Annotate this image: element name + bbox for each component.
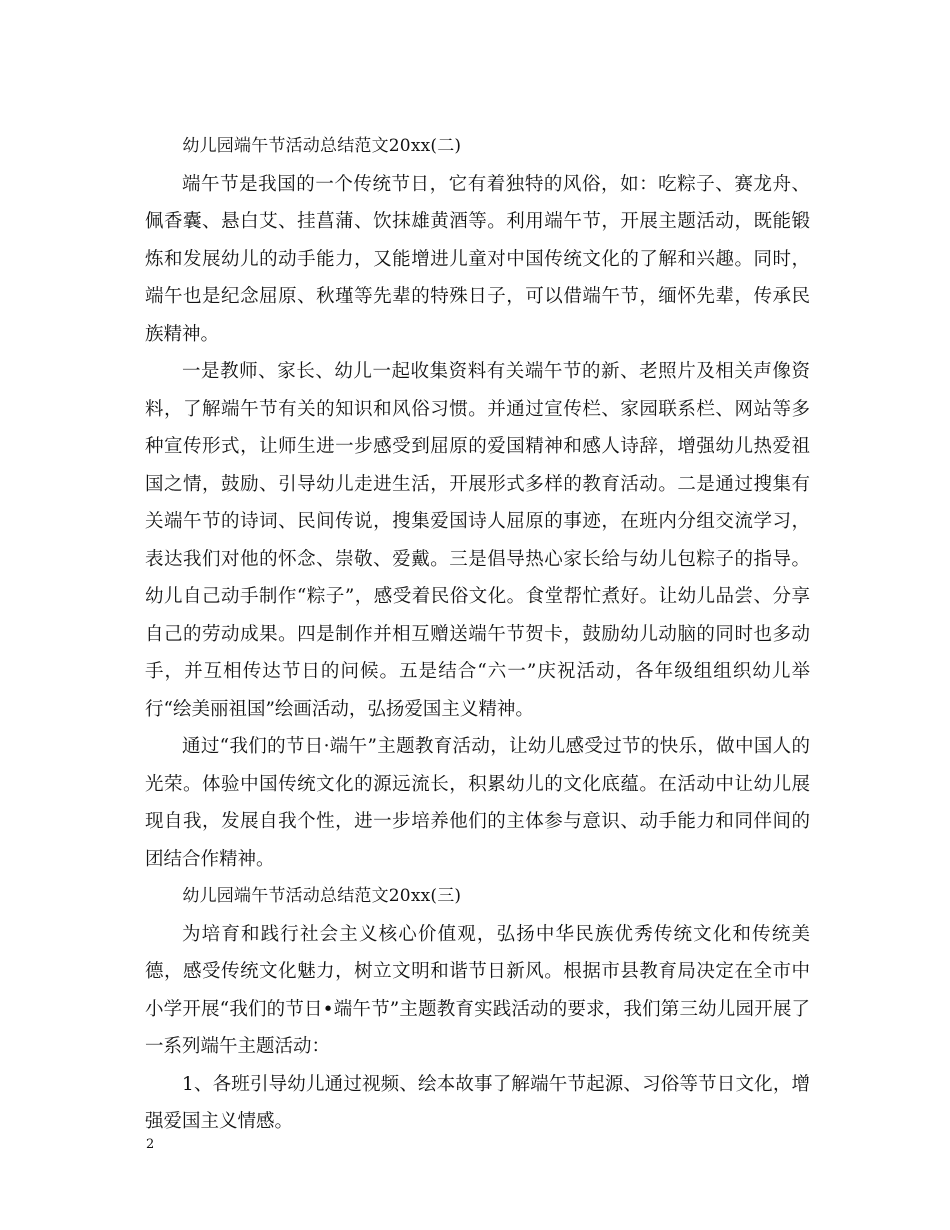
paragraph: 为培育和践行社会主义核心价值观，弘扬中华民族优秀传统文化和传统美德，感受传统文化魅力，树立文明和谐节日新风。根据市县教育局决定在全市中小学开展“我们的节日•端午节”主题教育实践活动的要求，我们第三幼儿园开展了一系列端午主题活动：	[145, 923, 810, 1057]
section-heading-3: 幼儿园端午节活动总结范文20xx(三)	[182, 886, 462, 906]
section-heading-2: 幼儿园端午节活动总结范文20xx(二)	[182, 136, 462, 156]
paragraph: 1、各班引导幼儿通过视频、绘本故事了解端午节起源、习俗等节日文化，增强爱国主义情感。	[145, 1073, 810, 1132]
document-body	[145, 128, 810, 1141]
paragraph: 一是教师、家长、幼儿一起收集资料有关端午节的新、老照片及相关声像资料，了解端午节有关的知识和风俗习惯。并通过宣传栏、家园联系栏、网站等多种宣传形式，让师生进一步感受到屈原的爱国精神和感人诗辞，增强幼儿热爱祖国之情，鼓励、引导幼儿走进生活，开展形式多样的教育活动。二是通过搜集有关端午节的诗词、民间传说，搜集爱国诗人屈原的事迹，在班内分组交流学习，表达我们对他的怀念、崇敬、爱戴。三是倡导热心家长给与幼儿包粽子的指导。幼儿自己动手制作“粽子”，感受着民俗文化。食堂帮忙煮好。让幼儿品尝、分享自己的劳动成果。四是制作并相互赠送端午节贺卡，鼓励幼儿动脑的同时也多动手，并互相传达节日的问候。五是结合“六一”庆祝活动，各年级组组织幼儿举行“绘美丽祖国”绘画活动，弘扬爱国主义精神。	[145, 361, 810, 720]
page-number: 2	[146, 1137, 155, 1152]
paragraph: 端午节是我国的一个传统节日，它有着独特的风俗，如：吃粽子、赛龙舟、佩香囊、悬白艾、挂菖蒲、饮抹雄黄酒等。利用端午节，开展主题活动，既能锻炼和发展幼儿的动手能力，又能增进儿童对中国传统文化的了解和兴趣。同时，端午也是纪念屈原、秋瑾等先辈的特殊日子，可以借端午节，缅怀先辈，传承民族精神。	[145, 173, 810, 345]
paragraph: 通过“我们的节日·端午”主题教育活动，让幼儿感受过节的快乐，做中国人的光荣。体验中国传统文化的源远流长，积累幼儿的文化底蕴。在活动中让幼儿展现自我，发展自我个性，进一步培养他们的主体参与意识、动手能力和同伴间的团结合作精神。	[145, 736, 810, 870]
